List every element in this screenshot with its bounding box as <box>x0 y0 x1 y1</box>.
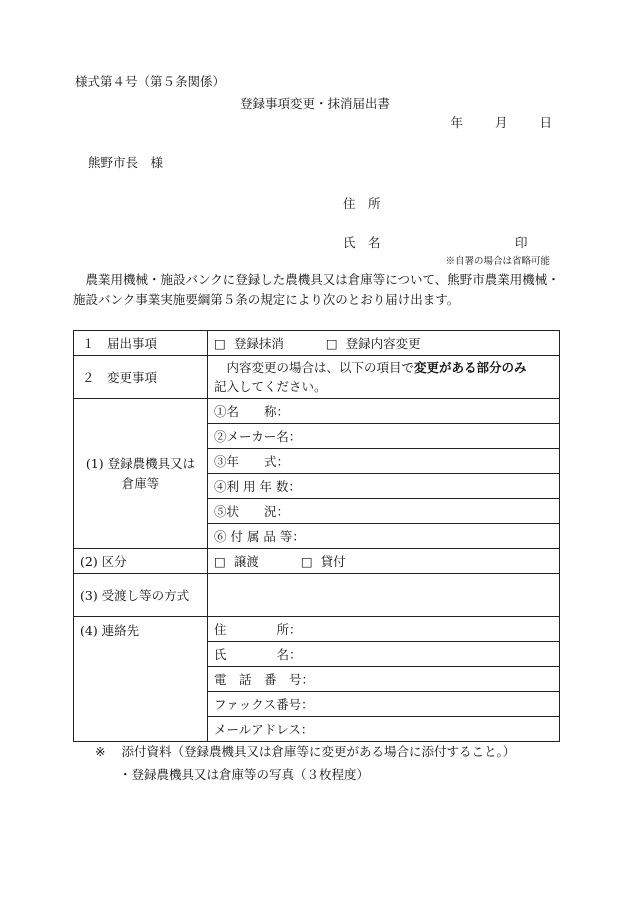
option-transfer-label: 譲渡 <box>233 554 259 569</box>
option-change-content[interactable] <box>326 334 421 352</box>
registered-field-accessories[interactable]: ⑥ 付 属 品 等： <box>208 524 560 549</box>
date-day: 日 <box>539 115 552 130</box>
registered-field-condition[interactable]: ⑤状 況： <box>208 499 560 524</box>
checkbox-transfer[interactable]: □ <box>214 554 226 569</box>
option-deregister-label: 登録抹消 <box>233 336 284 351</box>
handover-label: (3) 受渡し等の方式 <box>74 574 208 617</box>
applicant-name-label: 氏 名 <box>343 235 381 250</box>
contact-field-phone[interactable]: 電 話 番 号： <box>208 667 560 692</box>
form-number: 様式第４号（第５条関係） <box>75 74 226 89</box>
division-row <box>74 549 560 574</box>
addressee: 熊野市長 様 <box>88 155 164 170</box>
option-lend[interactable] <box>301 552 346 570</box>
contact-field-name[interactable]: 氏 名： <box>208 642 560 667</box>
option-lend-label: 貸付 <box>320 554 346 569</box>
change-items-row <box>74 356 560 399</box>
notification-item-options <box>208 331 560 356</box>
change-items-label: ２ 変更事項 <box>74 356 208 399</box>
note-pre: 内容変更の場合は、以下の項目で <box>226 360 415 375</box>
handover-field[interactable] <box>208 574 560 617</box>
checkbox-deregister[interactable]: □ <box>214 336 226 351</box>
body-text: 農業用機械・施設バンクに登録した農機具又は倉庫等について、熊野市農業用機械・施設バンク事業実施要綱第５条の規定により次のとおり届け出ます。 <box>73 272 560 307</box>
contact-field-address[interactable]: 住 所： <box>208 617 560 642</box>
division-options <box>208 549 560 574</box>
handover-row <box>74 574 560 617</box>
registered-category-label: (1) 登録農機具又は倉庫等 <box>74 399 208 549</box>
signature-note: ※自署の場合は省略可能 <box>445 256 550 267</box>
option-deregister[interactable] <box>214 334 284 352</box>
date-line <box>422 113 552 131</box>
option-change-content-label: 登録内容変更 <box>345 336 421 351</box>
checkbox-change-content[interactable]: □ <box>325 336 338 351</box>
registered-field-maker[interactable]: ②メーカー名： <box>208 424 560 449</box>
registered-row-1 <box>74 399 560 424</box>
note-post: 記入してください。 <box>214 379 327 394</box>
change-items-note <box>208 356 560 399</box>
attachments-heading-text: 添付資料（登録農機具又は倉庫等に変更がある場合に添付すること。） <box>121 744 516 759</box>
seal-mark: 印 <box>515 235 528 250</box>
contact-field-fax[interactable]: ファックス番号： <box>208 692 560 717</box>
registered-field-model-year[interactable]: ③年 式： <box>208 449 560 474</box>
attachments-item: ・登録農機具又は倉庫等の写真（３枚程度） <box>119 767 370 782</box>
applicant-address-label: 住 所 <box>343 196 381 211</box>
document-title: 登録事項変更・抹消届出書 <box>239 96 390 111</box>
date-month: 月 <box>494 115 508 130</box>
option-transfer[interactable] <box>214 552 259 570</box>
notification-form-table <box>73 330 560 742</box>
checkbox-lend[interactable]: □ <box>300 554 313 569</box>
attachments-heading <box>95 742 515 760</box>
division-label: (2) 区分 <box>74 549 208 574</box>
attachments-mark: ※ <box>95 744 106 759</box>
registered-field-years-used[interactable]: ④利 用 年 数： <box>208 474 560 499</box>
note-bold: 変更がある部分のみ <box>414 360 527 375</box>
contact-label: (4) 連絡先 <box>74 617 208 742</box>
date-year: 年 <box>450 115 463 130</box>
notification-item-label: １ 届出事項 <box>74 331 208 356</box>
registered-field-name[interactable]: ①名 称： <box>208 399 560 424</box>
contact-row-1 <box>74 617 560 642</box>
notification-item-row <box>74 331 560 356</box>
contact-field-email[interactable]: メールアドレス： <box>208 717 560 742</box>
